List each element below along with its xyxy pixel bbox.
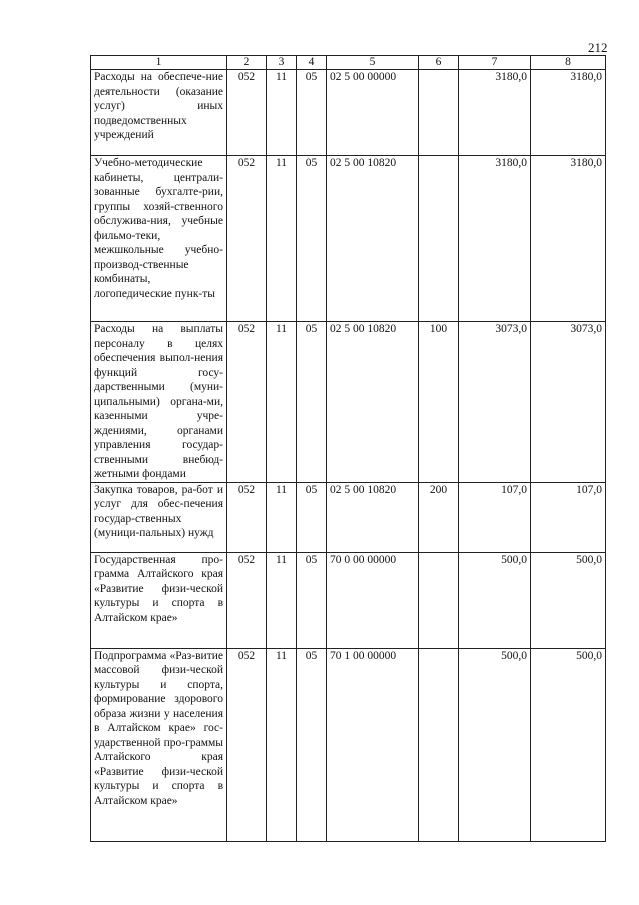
column-header-1: 1 (91, 56, 227, 70)
subsection-code: 05 (297, 70, 327, 156)
ministry-code: 052 (227, 482, 267, 552)
section-code: 11 (267, 322, 297, 483)
target-article-code: 70 0 00 00000 (327, 552, 419, 648)
expense-type-code (419, 156, 459, 322)
column-header-4: 4 (297, 56, 327, 70)
amount-col7: 3073,0 (459, 322, 531, 483)
amount-col7: 500,0 (459, 648, 531, 841)
ministry-code: 052 (227, 156, 267, 322)
table-row (91, 648, 606, 841)
ministry-code: 052 (227, 322, 267, 483)
section-code: 11 (267, 648, 297, 841)
expense-type-code (419, 552, 459, 648)
ministry-code: 052 (227, 648, 267, 841)
header-row (91, 56, 606, 70)
amount-col7: 500,0 (459, 552, 531, 648)
row-name: Расходы на выплаты персоналу в целях обеспечения выпол-нения функций госу-дарственными (муни-ципальными) органа-ми, казенными учре-ждениями, органами управления государ-ственными внебюд-жетными фондами (91, 322, 227, 483)
section-code: 11 (267, 482, 297, 552)
target-article-code: 02 5 00 10820 (327, 482, 419, 552)
target-article-code: 70 1 00 00000 (327, 648, 419, 841)
subsection-code: 05 (297, 322, 327, 483)
row-name: Государственная про-грамма Алтайского края «Развитие физи-ческой культуры и спорта в Алтайском крае» (91, 552, 227, 648)
target-article-code: 02 5 00 10820 (327, 156, 419, 322)
expense-type-code (419, 70, 459, 156)
column-header-7: 7 (459, 56, 531, 70)
amount-col8: 500,0 (531, 552, 606, 648)
row-name: Учебно-методические кабинеты, централи-зованные бухгалте-рии, группы хозяй-ственного обслужива-ния, учебные фильмо-теки, межшкольные учебно-производ-ственные комбинаты, логопедические пунк-ты (91, 156, 227, 322)
section-code: 11 (267, 552, 297, 648)
ministry-code: 052 (227, 70, 267, 156)
table-row (91, 156, 606, 322)
subsection-code: 05 (297, 552, 327, 648)
subsection-code: 05 (297, 482, 327, 552)
subsection-code: 05 (297, 648, 327, 841)
amount-col7: 3180,0 (459, 156, 531, 322)
column-header-3: 3 (267, 56, 297, 70)
row-name: Расходы на обеспече-ние деятельности (оказание услуг) иных подведомственных учреждений (91, 70, 227, 156)
table-row (91, 552, 606, 648)
row-name: Закупка товаров, ра-бот и услуг для обес-печения государ-ственных (муници-пальных) нужд (91, 482, 227, 552)
row-name: Подпрограмма «Раз-витие массовой физи-ческой культуры и спорта, формирование здорового образа жизни у населения в Алтайском крае» гос-ударственной про-граммы Алтайского края «Развитие физи-ческой культуры и спорта в Алтайском крае» (91, 648, 227, 841)
amount-col8: 3180,0 (531, 156, 606, 322)
section-code: 11 (267, 70, 297, 156)
section-code: 11 (267, 156, 297, 322)
amount-col8: 500,0 (531, 648, 606, 841)
column-header-6: 6 (419, 56, 459, 70)
ministry-code: 052 (227, 552, 267, 648)
amount-col7: 3180,0 (459, 70, 531, 156)
page-number: 212 (588, 40, 608, 55)
subsection-code: 05 (297, 156, 327, 322)
column-header-8: 8 (531, 56, 606, 70)
amount-col8: 3073,0 (531, 322, 606, 483)
expense-type-code: 200 (419, 482, 459, 552)
expense-type-code: 100 (419, 322, 459, 483)
amount-col7: 107,0 (459, 482, 531, 552)
amount-col8: 107,0 (531, 482, 606, 552)
column-header-2: 2 (227, 56, 267, 70)
table-row (91, 70, 606, 156)
expense-type-code (419, 648, 459, 841)
target-article-code: 02 5 00 00000 (327, 70, 419, 156)
target-article-code: 02 5 00 10820 (327, 322, 419, 483)
column-header-5: 5 (327, 56, 419, 70)
table-row (91, 482, 606, 552)
amount-col8: 3180,0 (531, 70, 606, 156)
budget-table (90, 55, 606, 842)
table-row (91, 322, 606, 483)
